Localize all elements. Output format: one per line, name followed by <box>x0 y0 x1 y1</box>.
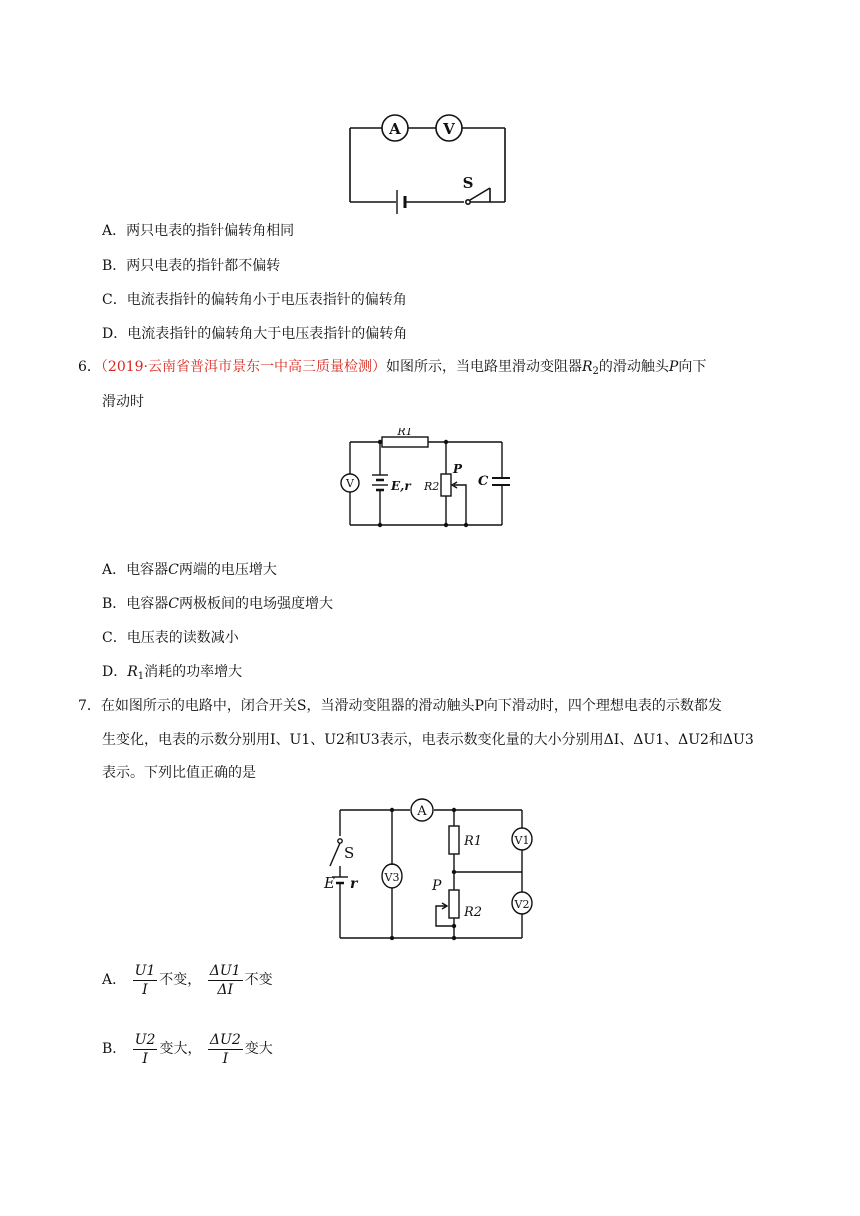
option-text: 不变， <box>159 972 202 988</box>
option-var: C <box>168 562 179 578</box>
option-var: C <box>168 596 180 612</box>
frac-den: I <box>142 981 148 998</box>
q7-r1-label: R1 <box>464 834 483 849</box>
option-text: 电压表的读数减小 <box>126 630 239 646</box>
option-text: 变大， <box>159 1041 202 1057</box>
option-text: 不变 <box>244 972 273 988</box>
option-text: 两端的电压增大 <box>178 562 277 578</box>
question-number: 7． <box>78 698 101 714</box>
q5-ammeter-label: A <box>389 120 401 138</box>
stem-text: 的滑动触头 <box>598 359 669 375</box>
q7-stem-line2: 生变化，电表的示数分别用I、U1、U2和U3表示，电表示数变化量的大小分别用ΔI、ΔU1、ΔU2和ΔU3 <box>102 732 754 748</box>
var-p: P <box>668 359 679 375</box>
q5-option-d[interactable] <box>102 324 407 344</box>
fraction-du1-over-di <box>208 962 243 999</box>
stem-text: 如图所示，当电路里滑动变阻器 <box>386 359 582 375</box>
q7-v3-label: V3 <box>384 871 400 884</box>
option-key: B． <box>102 258 127 274</box>
frac-den: I <box>222 1050 229 1067</box>
option-key: C． <box>102 630 127 646</box>
option-key: A． <box>102 972 127 988</box>
q7-stem-line3: 表示。下列比值正确的是 <box>102 765 256 781</box>
option-text: 两极板间的电场强度增大 <box>179 596 334 612</box>
frac-num: U2 <box>134 1031 156 1048</box>
fraction-u1-over-i <box>133 962 158 999</box>
stem-text: 在如图所示的电路中，闭合开关S，当滑动变阻器的滑动触头P向下滑动时，四个理想电表的示数都发 <box>100 698 722 714</box>
option-text: 两只电表的指针偏转角相同 <box>126 223 295 239</box>
option-text: 消耗的功率增大 <box>144 664 243 680</box>
q6-stem-line2: 滑动时 <box>102 394 144 410</box>
question-number: 6． <box>78 359 101 375</box>
option-text: 电容器 <box>126 596 169 612</box>
q7-option-b[interactable] <box>102 1029 273 1069</box>
q6-circuit-figure <box>338 428 510 528</box>
var-sub: 2 <box>592 366 599 377</box>
q7-switch-label: S <box>344 844 355 862</box>
option-key: D． <box>102 326 128 342</box>
q5-voltmeter-label: V <box>443 120 455 138</box>
fraction-u2-over-i <box>133 1031 158 1068</box>
q7-v2-label: V2 <box>514 898 530 911</box>
q7-circuit-figure <box>320 798 535 944</box>
q5-option-a[interactable] <box>102 221 294 241</box>
option-text: 变大 <box>244 1041 273 1057</box>
q7-r2-label: R2 <box>464 905 483 920</box>
q5-switch-label: S <box>462 174 474 192</box>
option-text: 两只电表的指针都不偏转 <box>126 258 281 274</box>
option-key: B． <box>102 1041 127 1057</box>
stem-text: 向下 <box>678 359 707 375</box>
frac-num: ΔU2 <box>209 1031 241 1048</box>
q7-v1-label: V1 <box>514 834 530 847</box>
q7-ammeter-label: A <box>417 804 427 819</box>
q6-voltmeter-label: V <box>346 477 354 490</box>
q6-r1-label: R1 <box>397 428 413 438</box>
q6-option-d[interactable] <box>102 662 242 682</box>
q7-option-a[interactable] <box>102 960 273 1000</box>
q6-capacitor-label: C <box>478 474 489 489</box>
frac-den: ΔI <box>217 981 233 998</box>
q7-p-label: P <box>432 878 442 894</box>
option-text: 电流表指针的偏转角大于电压表指针的偏转角 <box>127 326 408 342</box>
q6-p-label: P <box>453 462 463 476</box>
frac-num: ΔU1 <box>209 962 241 979</box>
question-source: （2019·云南省普洱市景东一中高三质量检测） <box>100 359 386 375</box>
option-key: D． <box>102 664 128 680</box>
q5-option-b[interactable] <box>102 256 280 276</box>
q6-option-b[interactable] <box>102 594 333 614</box>
option-key: A． <box>102 223 127 239</box>
q6-option-a[interactable] <box>102 560 277 580</box>
option-sub: 1 <box>137 671 145 682</box>
var-r: R <box>582 359 593 375</box>
fraction-du2-over-i <box>208 1031 243 1068</box>
q6-source-label: E,r <box>391 479 411 493</box>
option-text: 电容器 <box>126 562 169 578</box>
q5-option-c[interactable] <box>102 290 407 310</box>
q7-stem-line1 <box>78 696 722 716</box>
option-key: B． <box>102 596 127 612</box>
q5-circuit-figure <box>340 108 515 214</box>
q7-source-label: E <box>324 874 335 892</box>
q6-option-c[interactable] <box>102 628 239 648</box>
option-key: A． <box>102 562 127 578</box>
option-key: C． <box>102 292 127 308</box>
option-text: 电流表指针的偏转角小于电压表指针的偏转角 <box>126 292 407 308</box>
q7-internal-label: r <box>350 876 358 892</box>
q6-stem <box>78 357 706 377</box>
option-var: R <box>127 664 138 680</box>
frac-num: U1 <box>134 962 156 979</box>
frac-den: I <box>142 1050 148 1067</box>
q6-r2-label: R2 <box>424 480 440 493</box>
